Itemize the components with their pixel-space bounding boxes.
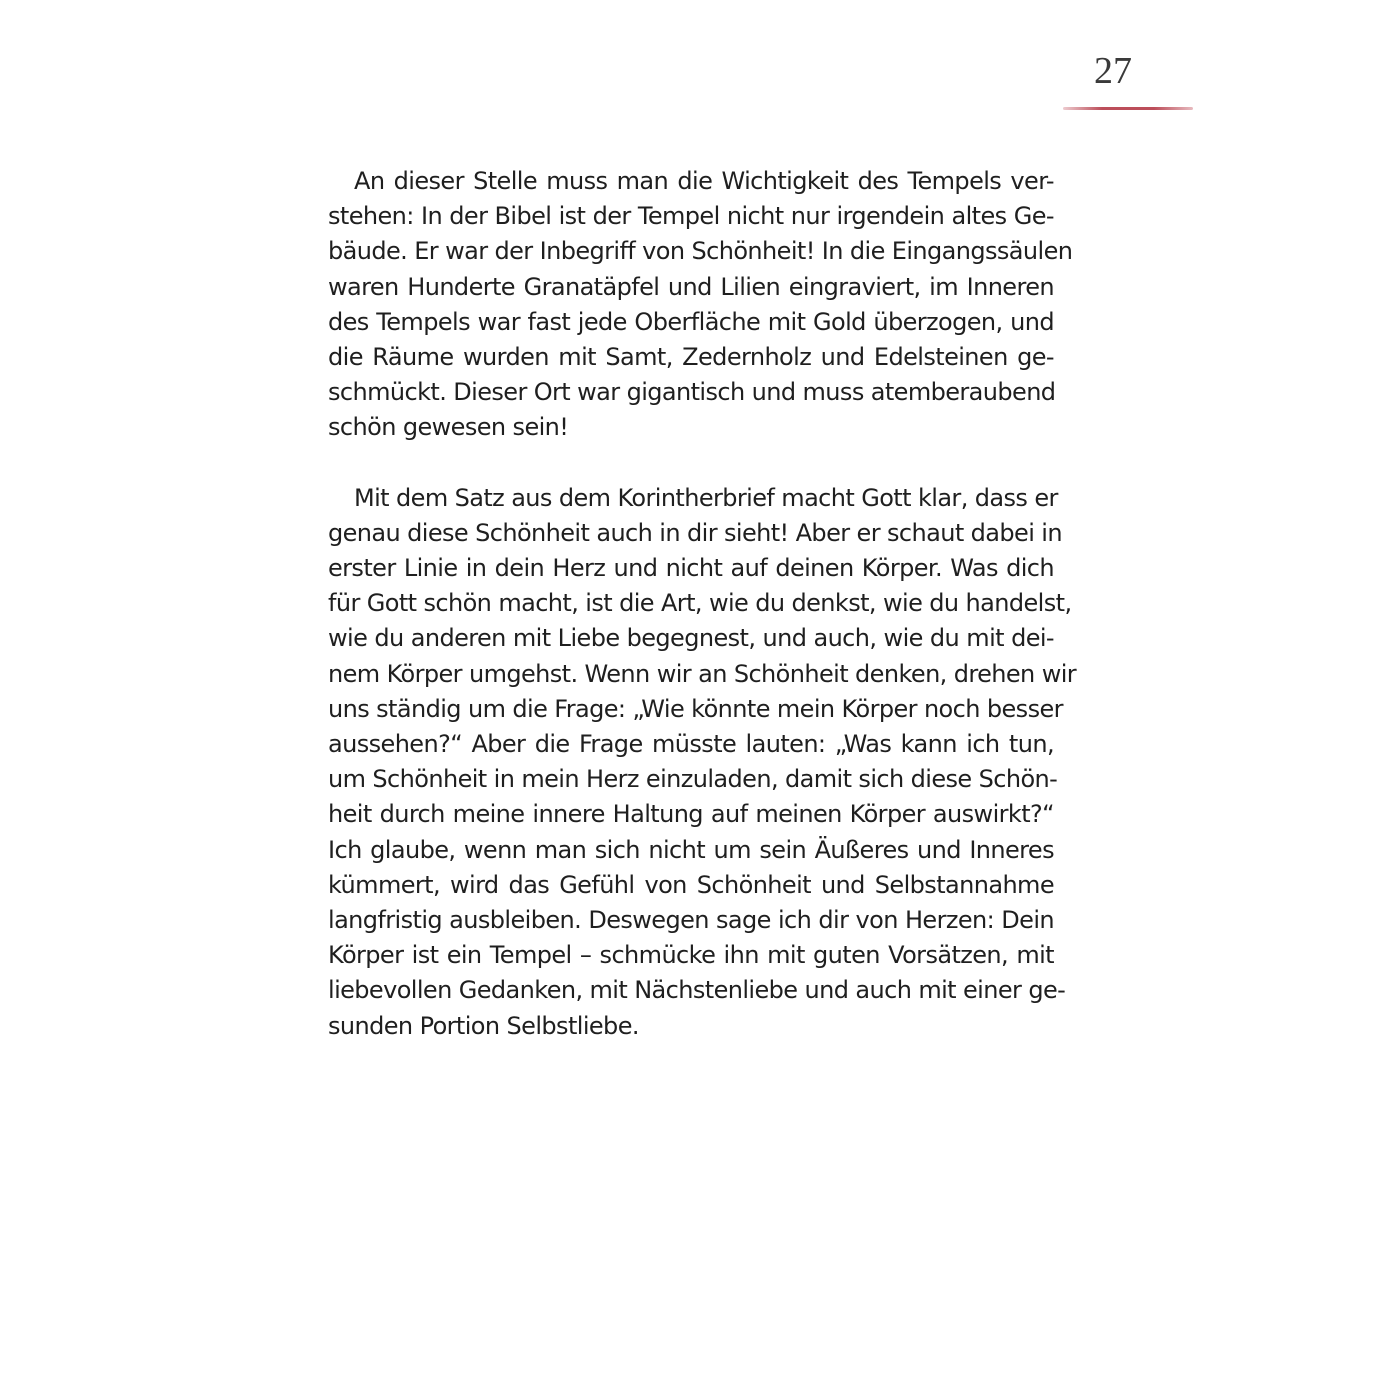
text-line: schön gewesen sein! xyxy=(328,413,569,442)
text-line: heit durch meine innere Haltung auf meinen Körper auswirkt?“ xyxy=(328,800,1054,829)
text-line: für Gott schön macht, ist die Art, wie du denkst, wie du handelst, xyxy=(328,589,1072,618)
text-line: um Schönheit in mein Herz einzuladen, damit sich diese Schön- xyxy=(328,765,1058,794)
page-number: 27 xyxy=(1094,50,1132,92)
text-line: bäude. Er war der Inbegriff von Schönheit! In die Eingangssäulen xyxy=(328,237,1073,266)
text-line: genau diese Schönheit auch in dir sieht! Aber er schaut dabei in xyxy=(328,518,1062,547)
text-line: sunden Portion Selbstliebe. xyxy=(328,1011,639,1040)
text-line: Körper ist ein Tempel – schmücke ihn mit guten Vorsätzen, mit xyxy=(328,941,1054,970)
text-line: kümmert, wird das Gefühl von Schönheit und Selbstannahme xyxy=(328,870,1054,899)
text-line: uns ständig um die Frage: „Wie könnte mein Körper noch besser xyxy=(328,694,1063,723)
text-line: Ich glaube, wenn man sich nicht um sein Äußeres und Inneres xyxy=(328,835,1054,864)
text-line: An dieser Stelle muss man die Wichtigkeit des Tempels ver- xyxy=(354,167,1054,195)
paragraph-2 xyxy=(328,481,1077,1044)
paragraph-spacer xyxy=(328,446,1054,481)
text-line: die Räume wurden mit Samt, Zedernholz und Edelsteinen ge- xyxy=(328,342,1054,371)
paragraph-1 xyxy=(328,164,1073,446)
text-line: langfristig ausbleiben. Deswegen sage ich dir von Herzen: Dein xyxy=(328,905,1054,934)
body-text xyxy=(328,164,1077,1044)
text-line: nem Körper umgehst. Wenn wir an Schönheit denken, drehen wir xyxy=(328,659,1077,688)
text-line: aussehen?“ Aber die Frage müsste lauten: „Was kann ich tun, xyxy=(328,730,1054,758)
text-line: liebevollen Gedanken, mit Nächstenliebe und auch mit einer ge- xyxy=(328,976,1066,1005)
text-line: Mit dem Satz aus dem Korintherbrief macht Gott klar, dass er xyxy=(354,483,1058,512)
text-line: des Tempels war fast jede Oberfläche mit Gold überzogen, und xyxy=(328,307,1054,336)
text-line: stehen: In der Bibel ist der Tempel nicht nur irgendein altes Ge- xyxy=(328,202,1054,231)
text-line: wie du anderen mit Liebe begegnest, und auch, wie du mit dei- xyxy=(328,624,1054,653)
text-line: erster Linie in dein Herz und nicht auf deinen Körper. Was dich xyxy=(328,554,1054,583)
text-line: schmückt. Dieser Ort war gigantisch und muss atemberaubend xyxy=(328,378,1056,407)
text-line: waren Hunderte Granatäpfel und Lilien eingraviert, im Inneren xyxy=(328,272,1054,301)
page-number-underline xyxy=(1063,107,1193,110)
